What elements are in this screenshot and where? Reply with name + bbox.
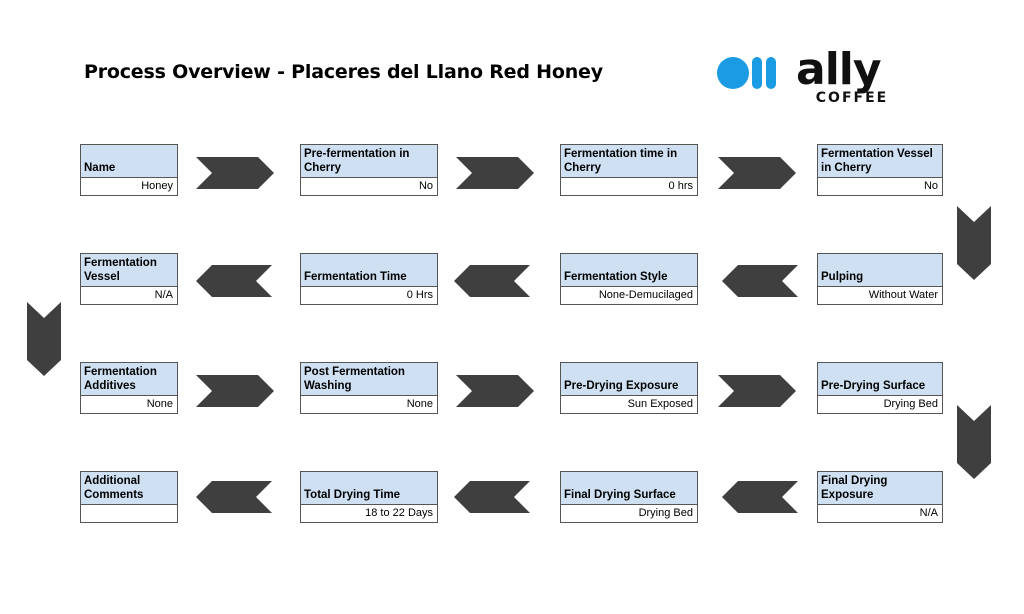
step-card-final-drying-exposure	[817, 471, 943, 523]
step-label: Pre-Drying Surface	[818, 363, 942, 396]
chevron-left-icon	[196, 481, 272, 513]
step-card-pre-drying-surface	[817, 362, 943, 414]
step-card-fermentation-style	[560, 253, 698, 305]
logo-circles-icon	[716, 56, 788, 90]
step-label: Fermentation Vessel	[81, 254, 177, 287]
step-card-name	[80, 144, 178, 196]
step-label: Final Drying Exposure	[818, 472, 942, 505]
step-value: No	[923, 180, 938, 192]
chevron-right-icon	[196, 375, 274, 407]
step-label: Fermentation Vessel in Cherry	[818, 145, 942, 178]
step-value: 0 Hrs	[406, 289, 433, 301]
step-card-fermentation-vessel	[80, 253, 178, 305]
step-label: Final Drying Surface	[561, 472, 697, 505]
chevron-right-icon	[456, 157, 534, 189]
step-label: Total Drying Time	[301, 472, 437, 505]
step-label: Fermentation Time	[301, 254, 437, 287]
step-value: 0 hrs	[668, 180, 693, 192]
step-value: Drying Bed	[883, 398, 938, 410]
chevron-right-icon	[718, 375, 796, 407]
chevron-left-icon	[722, 265, 798, 297]
step-value: Drying Bed	[638, 507, 693, 519]
step-card-post-fermentation-washing	[300, 362, 438, 414]
step-value: N/A	[919, 507, 938, 519]
step-label: Pre-fermentation in Cherry	[301, 145, 437, 178]
step-value: N/A	[154, 289, 173, 301]
step-value: None	[146, 398, 173, 410]
step-value: None-Demucilaged	[598, 289, 693, 301]
step-label: Pre-Drying Exposure	[561, 363, 697, 396]
step-label: Fermentation time in Cherry	[561, 145, 697, 178]
chevron-left-icon	[722, 481, 798, 513]
step-value: None	[406, 398, 433, 410]
chevron-down-icon	[957, 405, 991, 479]
step-label: Fermentation Style	[561, 254, 697, 287]
step-value	[81, 505, 177, 522]
page-title: Process Overview - Placeres del Llano Red Honey	[84, 61, 603, 83]
step-label: Pulping	[818, 254, 942, 287]
step-card-fermentation-vessel-cherry	[817, 144, 943, 196]
step-label: Fermentation Additives	[81, 363, 177, 396]
step-value: Sun Exposed	[627, 398, 693, 410]
step-card-additional-comments	[80, 471, 178, 523]
step-label: Post Fermentation Washing	[301, 363, 437, 396]
chevron-right-icon	[196, 157, 274, 189]
step-card-fermentation-time-cherry	[560, 144, 698, 196]
step-value: 18 to 22 Days	[365, 507, 433, 519]
chevron-right-icon	[456, 375, 534, 407]
step-card-pre-drying-exposure	[560, 362, 698, 414]
chevron-right-icon	[718, 157, 796, 189]
chevron-left-icon	[454, 265, 530, 297]
chevron-left-icon	[196, 265, 272, 297]
step-card-final-drying-surface	[560, 471, 698, 523]
chevron-down-icon	[957, 206, 991, 280]
step-value: Without Water	[868, 289, 938, 301]
step-card-pulping	[817, 253, 943, 305]
step-card-total-drying-time	[300, 471, 438, 523]
step-value: Honey	[141, 180, 173, 192]
step-card-fermentation-time	[300, 253, 438, 305]
step-label: Name	[81, 145, 177, 178]
chevron-down-icon	[27, 302, 61, 376]
step-label: Additional Comments	[81, 472, 177, 505]
logo-word: ally	[796, 44, 881, 95]
ally-coffee-logo	[716, 44, 916, 110]
step-value: No	[418, 180, 433, 192]
logo-subtitle: COFFEE	[815, 90, 889, 106]
chevron-left-icon	[454, 481, 530, 513]
step-card-fermentation-additives	[80, 362, 178, 414]
step-card-pre-fermentation	[300, 144, 438, 196]
